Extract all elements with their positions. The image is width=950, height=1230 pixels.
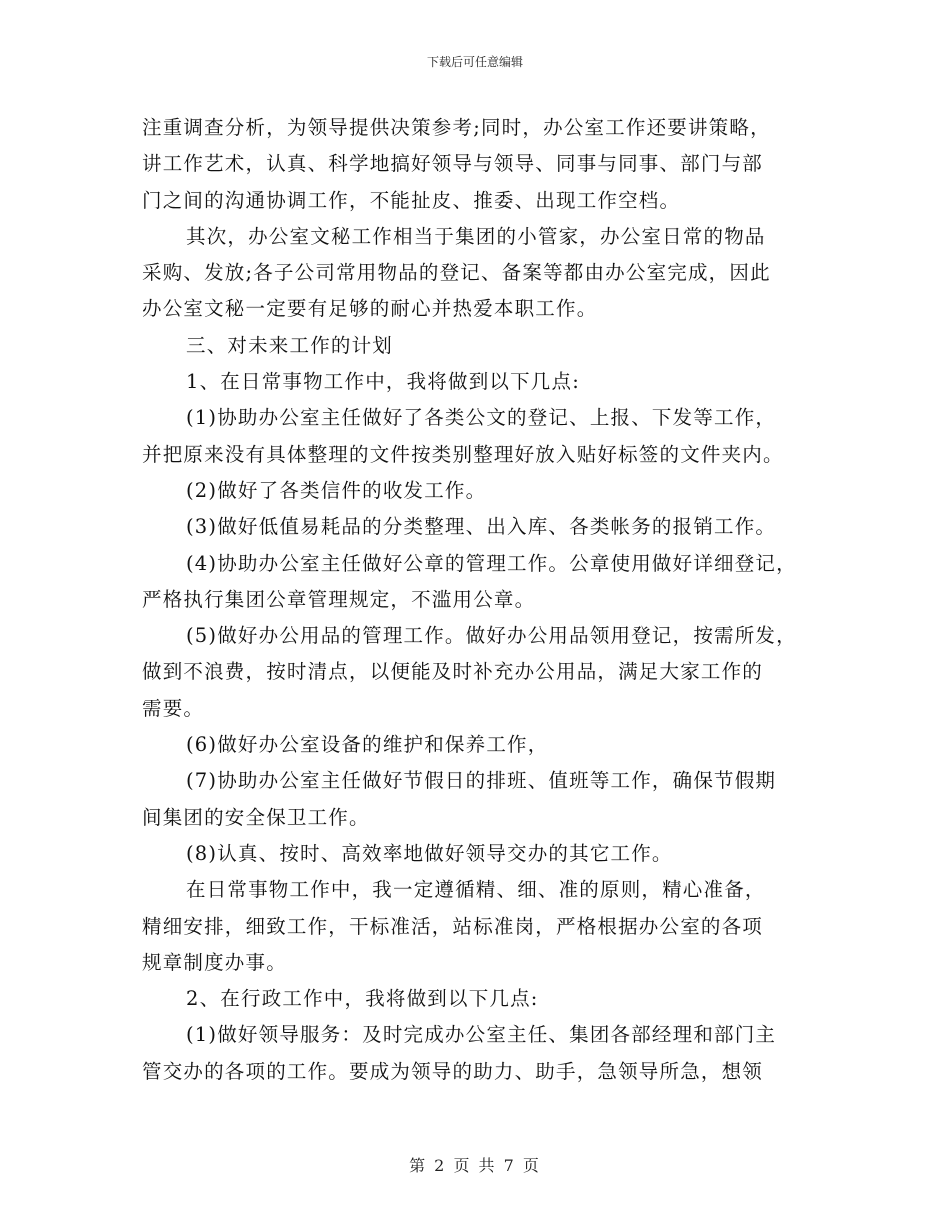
body-line: 1、在日常事物工作中，我将做到以下几点:: [186, 370, 580, 394]
page-footer: 第 2 页 共 7 页: [409, 1156, 541, 1175]
body-line: 精细安排，细致工作，干标准活，站标准岗，严格根据办公室的各项: [142, 914, 764, 938]
body-line: (3)做好低值易耗品的分类整理、出入库、各类帐务的报销工作。: [186, 515, 777, 539]
body-line: 2、在行政工作中，我将做到以下几点:: [186, 987, 539, 1011]
body-line: 间集团的安全保卫工作。: [142, 805, 370, 829]
body-line: 注重调查分析，为领导提供决策参考;同时，办公室工作还要讲策略，: [142, 116, 771, 139]
body-line: (1)做好领导服务：及时完成办公室主任、集团各部经理和部门主: [186, 1023, 777, 1047]
body-line: 其次，办公室文秘工作相当于集团的小管家，办公室日常的物品: [186, 224, 766, 248]
body-line: 规章制度办事。: [142, 950, 287, 974]
body-line: 采购、发放;各子公司常用物品的登记、备案等都由办公室完成，因此: [142, 261, 771, 285]
body-line: (4)协助办公室主任做好公章的管理工作。公章使用做好详细登记，: [186, 551, 797, 575]
document-body: [142, 110, 832, 1090]
body-line: 严格执行集团公章管理规定，不滥用公章。: [142, 587, 536, 611]
body-line: (1)协助办公室主任做好了各类公文的登记、上报、下发等工作，: [186, 406, 777, 430]
body-line: (7)协助办公室主任做好节假日的排班、值班等工作，确保节假期: [186, 769, 777, 793]
page-header: 下载后可任意编辑: [426, 55, 523, 69]
body-line: (6)做好办公室设备的维护和保养工作，: [186, 733, 549, 757]
body-line: (8)认真、按时、高效率地做好领导交办的其它工作。: [186, 841, 673, 865]
body-line: 讲工作艺术，认真、科学地搞好领导与领导、同事与同事、部门与部: [142, 152, 764, 176]
body-line: 在日常事物工作中，我一定遵循精、细、准的原则，精心准备，: [186, 878, 766, 902]
body-line: 门之间的沟通协调工作，不能扯皮、推委、出现工作空档。: [142, 188, 681, 212]
body-line: 做到不浪费，按时清点，以便能及时补充办公用品，满足大家工作的: [142, 660, 764, 684]
body-line: 并把原来没有具体整理的文件按类别整理好放入贴好标签的文件夹内。: [142, 442, 784, 466]
body-line: 需要。: [142, 696, 205, 720]
body-line: 办公室文秘一定要有足够的耐心并热爱本职工作。: [142, 297, 598, 321]
section-heading: 三、对未来工作的计划: [186, 333, 394, 357]
body-line: (5)做好办公用品的管理工作。做好办公用品领用登记，按需所发，: [186, 624, 797, 648]
body-line: 管交办的各项的工作。要成为领导的助力、助手，急领导所急，想领: [142, 1059, 764, 1083]
body-line: (2)做好了各类信件的收发工作。: [186, 478, 487, 502]
